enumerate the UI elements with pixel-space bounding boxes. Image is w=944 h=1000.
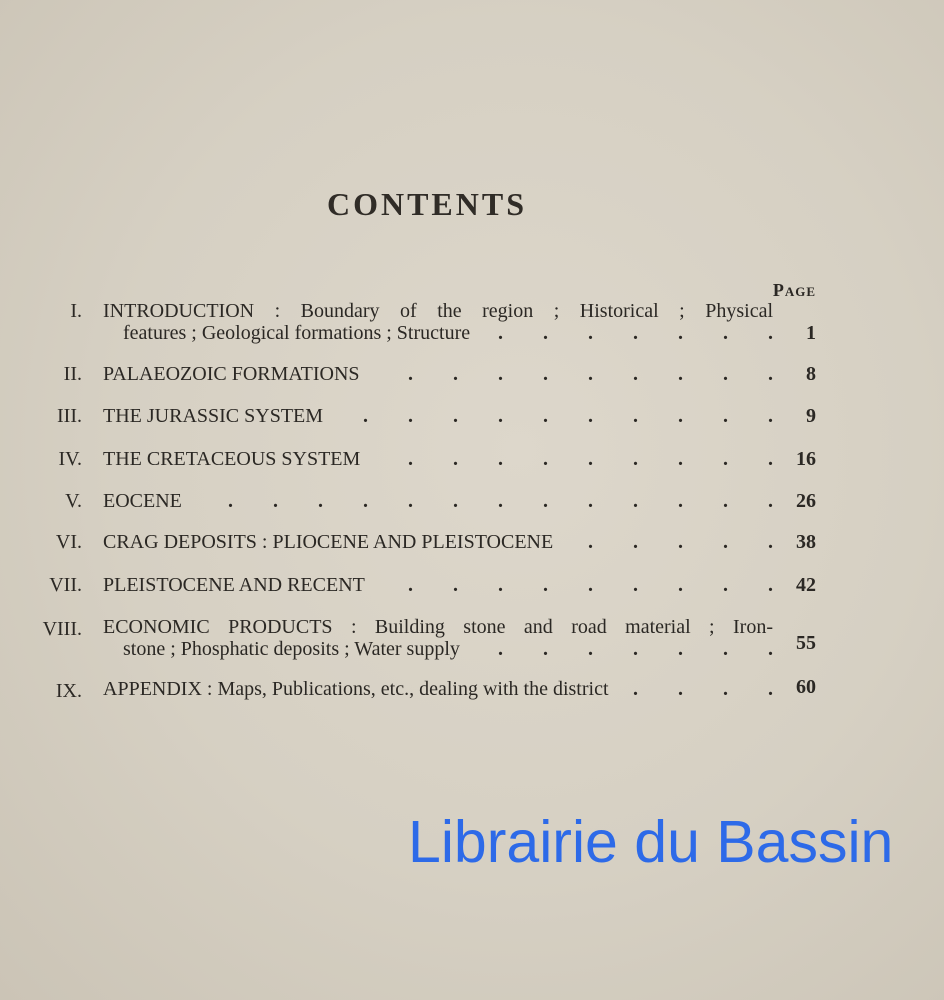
toc-entry-title: EOCENE .: [103, 490, 773, 513]
toc-entry-title: PLEISTOCENE AND RECENT .: [103, 574, 773, 597]
dot-leader: [333, 405, 773, 428]
toc-entry-number: VIII.: [42, 618, 82, 640]
page-title: CONTENTS: [326, 186, 528, 222]
toc-entry-page: 9: [806, 405, 816, 427]
dot-leader: [370, 448, 773, 471]
dot-leader: [470, 638, 773, 661]
toc-entry-number: IV.: [58, 448, 82, 470]
toc-entry-number: VII.: [49, 574, 82, 596]
bookseller-watermark: Librairie du Bassin: [408, 809, 894, 875]
toc-entry-page: 8: [806, 363, 816, 385]
toc-entry-page: 26: [796, 490, 816, 512]
toc-entry-title: THE CRETACEOUS SYSTEM .: [103, 448, 773, 471]
toc-entry-title: INTRODUCTION : Boundary of the region ; Historical ; Physical: [103, 300, 773, 322]
toc-entry-title: ECONOMIC PRODUCTS : Building stone and road material ; Iron-: [103, 616, 773, 638]
toc-entry-title: THE JURASSIC SYSTEM .: [103, 405, 773, 428]
toc-entry-page: 1: [806, 322, 816, 344]
dot-leader: [563, 531, 773, 554]
toc-entry-page: 55: [796, 632, 816, 654]
toc-entry-page: 38: [796, 531, 816, 553]
toc-entry-page: 60: [796, 676, 816, 698]
toc-entry-page: 42: [796, 574, 816, 596]
page-column-label: Page: [772, 280, 816, 300]
toc-entry-title: APPENDIX : Maps, Publications, etc., dealing with the district .: [103, 678, 773, 701]
toc-entry-title: PALAEOZOIC FORMATIONS .: [103, 363, 773, 386]
toc-entry-title: CRAG DEPOSITS : PLIOCENE AND PLEISTOCENE .: [103, 531, 773, 554]
toc-entry-number: VI.: [55, 531, 82, 553]
toc-entry-number: III.: [57, 405, 82, 427]
dot-leader: [375, 574, 773, 597]
toc-entry-number: V.: [65, 490, 82, 512]
toc-entry-number: II.: [63, 363, 82, 385]
toc-entry-title-continued: stone ; Phosphatic deposits ; Water supply .: [123, 638, 773, 661]
dot-leader: [370, 363, 773, 386]
toc-entry-number: I.: [70, 300, 82, 322]
toc-entry-number: IX.: [55, 680, 82, 702]
dot-leader: [480, 322, 773, 345]
dot-leader: [619, 678, 774, 701]
toc-entry-title-continued: features ; Geological formations ; Structure .: [123, 322, 773, 345]
dot-leader: [192, 490, 773, 513]
toc-entry-page: 16: [796, 448, 816, 470]
